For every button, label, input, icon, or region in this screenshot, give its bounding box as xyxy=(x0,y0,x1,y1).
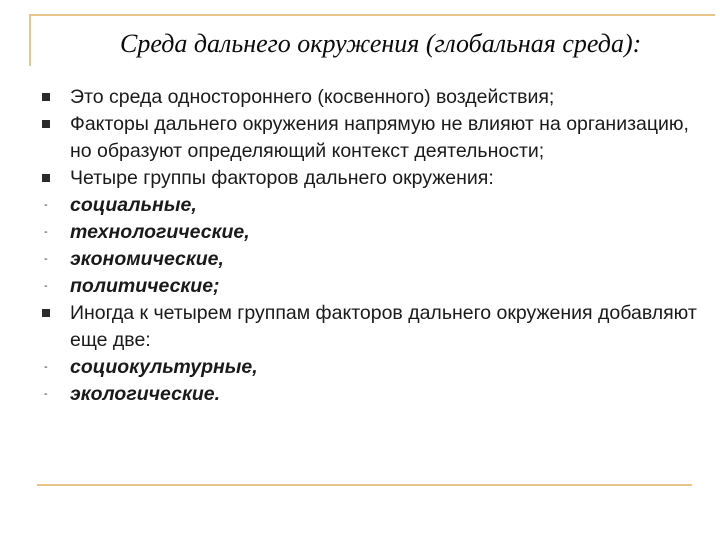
dash-bullet: - xyxy=(44,388,48,400)
list-item-text: социокультурные, xyxy=(70,356,258,378)
list-item xyxy=(40,381,700,408)
list-item xyxy=(40,111,700,165)
list-item-text: технологические, xyxy=(70,221,250,243)
list-item-text: социальные, xyxy=(70,194,197,216)
list-item-text: экологические. xyxy=(70,383,221,405)
dash-bullet: - xyxy=(44,226,48,238)
list-item-text: Четыре группы факторов дальнего окружения: xyxy=(70,167,494,189)
list-item xyxy=(40,273,700,300)
square-bullet-icon xyxy=(42,93,50,101)
list-item xyxy=(40,219,700,246)
list-item-text: Иногда к четырем группам факторов дальнего окружения добавляют еще две: xyxy=(70,302,697,351)
bullet-list xyxy=(40,84,700,408)
square-bullet-icon xyxy=(42,120,50,128)
list-item xyxy=(40,354,700,381)
title-frame-left-line xyxy=(29,14,31,66)
list-item-text: политические; xyxy=(70,275,220,297)
dash-bullet: - xyxy=(44,253,48,265)
title-frame-top-line xyxy=(29,14,715,16)
square-bullet-icon xyxy=(42,174,50,182)
list-item xyxy=(40,165,700,192)
dash-bullet: - xyxy=(44,361,48,373)
bottom-divider-line xyxy=(37,484,692,486)
dash-bullet: - xyxy=(44,280,48,292)
list-item-text: экономические, xyxy=(70,248,224,270)
list-item xyxy=(40,246,700,273)
square-bullet-icon xyxy=(42,309,50,317)
list-item-text: Это среда одностороннего (косвенного) воздействия; xyxy=(70,86,555,108)
list-item xyxy=(40,300,700,354)
list-item xyxy=(40,84,700,111)
slide-title: Среда дальнего окружения (глобальная среда): xyxy=(120,29,642,58)
list-item-text: Факторы дальнего окружения напрямую не влияют на организацию, но образуют определяющий контекст деятельности; xyxy=(70,113,689,162)
list-item xyxy=(40,192,700,219)
dash-bullet: - xyxy=(44,199,48,211)
